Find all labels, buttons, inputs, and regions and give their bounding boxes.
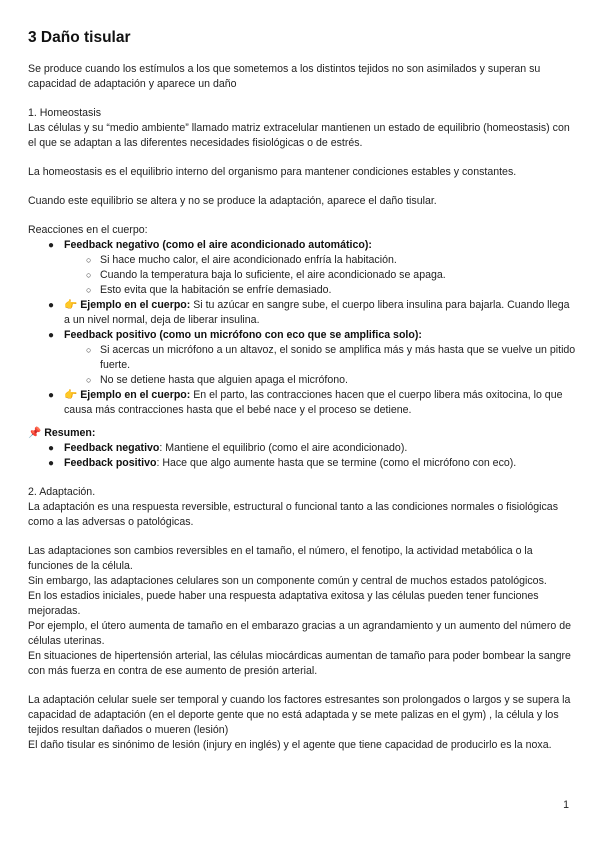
summary-heading-line [28,426,576,441]
list-item [64,343,576,373]
adaptation-paragraph-1: La adaptación es una respuesta reversible, estructural o funcional tanto a las condiciones normales o fisiológicas como a las adversas o patológicas. [28,501,558,528]
sublist-item-text: Si hace mucho calor, el aire acondicionado enfría la habitación. [100,254,397,266]
pointing-hand-icon: 👉 [64,389,78,401]
bullet-icon: ● [48,240,55,251]
pushpin-icon: 📌 [28,427,42,439]
reactions-list [28,238,576,418]
sublist-item-text: Si acercas un micrófono a un altavoz, el sonido se amplifica más y más hasta que se vuelve un pitido fuerte. [100,344,576,371]
example-label: Ejemplo en el cuerpo: [80,299,191,311]
summary-list [28,441,576,471]
bullet-icon: ● [48,330,55,341]
example-text: Si tu azúcar en sangre sube, el cuerpo libera insulina para bajarla. Cuando llega a un nivel normal, deja de liberar insulina. [64,299,570,326]
sub-bullet-icon: ○ [86,255,92,265]
homeostasis-paragraph-1: Las células y su “medio ambiente” llamado matriz extracelular mantienen un estado de equilibrio (homeostasis) con el que se adaptan a las diferentes necesidades fisiológicas o de estrés. [28,122,570,149]
example-label: Ejemplo en el cuerpo: [80,389,191,401]
bullet-icon: ● [48,300,55,311]
sublist-item-text: No se detiene hasta que alguien apaga el micrófono. [100,374,348,386]
homeostasis-paragraph-3: Cuando este equilibrio se altera y no se produce la adaptación, aparece el daño tisular. [28,195,437,207]
sub-bullet-icon: ○ [86,270,92,280]
positive-feedback-sublist [64,343,576,388]
list-item [28,441,576,456]
example-text: En el parto, las contracciones hacen que el cuerpo libera más oxitocina, lo que causa más contracciones hasta que el bebé nace y el proceso se detiene. [64,389,563,416]
negative-feedback-sublist [64,253,576,298]
bullet-icon: ● [48,443,55,454]
reactions-heading: Reacciones en el cuerpo: [28,224,148,236]
sub-bullet-icon: ○ [86,345,92,355]
sublist-item-text: Esto evita que la habitación se enfríe demasiado. [100,284,332,296]
document-body [28,62,576,753]
negative-feedback-title: Feedback negativo (como el aire acondicionado automático): [64,239,372,251]
positive-feedback-title: Feedback positivo (como un micrófono con eco que se amplifica solo): [64,329,422,341]
page-title: 3 Daño tisular [28,29,131,46]
adaptation-paragraph-3: Sin embargo, las adaptaciones celulares son un componente común y central de muchos estados patológicos. [28,575,547,587]
page-number: 1 [563,799,569,811]
summary-positive-label: Feedback positivo [64,457,157,469]
adaptation-paragraph-2: Las adaptaciones son cambios reversibles en el tamaño, el número, el fenotipo, la actividad metabólica o la funciones de la célula. [28,545,533,572]
list-item [28,328,576,388]
adaptation-paragraph-8: El daño tisular es sinónimo de lesión (injury en inglés) y el agente que tiene capacidad de producirlo es la noxa. [28,739,552,751]
adaptation-paragraph-5: Por ejemplo, el útero aumenta de tamaño en el embarazo gracias a un agrandamiento y un aumento del número de células uterinas. [28,620,571,647]
pointing-hand-icon: 👉 [64,299,78,311]
list-item [64,268,576,283]
adaptation-heading: 2. Adaptación. [28,486,96,498]
list-item [28,388,576,418]
list-item [64,283,576,298]
summary-heading: Resumen: [44,427,96,439]
summary-negative-label: Feedback negativo [64,442,160,454]
list-item [64,253,576,268]
homeostasis-heading: 1. Homeostasis [28,107,102,119]
adaptation-paragraph-6: En situaciones de hipertensión arterial, las células miocárdicas aumentan de tamaño para poder bombear la sangre con más fuerza en contra de ese aumento de presión arterial. [28,650,571,677]
list-item [64,373,576,388]
bullet-icon: ● [48,390,55,401]
homeostasis-paragraph-2: La homeostasis es el equilibrio interno del organismo para mantener condiciones estables y constantes. [28,166,517,178]
adaptation-paragraph-4: En los estadios iniciales, puede haber una respuesta adaptativa exitosa y las células pueden tener funciones mejoradas. [28,590,539,617]
summary-positive-text: : Hace que algo aumente hasta que se termine (como el micrófono con eco). [156,457,517,469]
sub-bullet-icon: ○ [86,375,92,385]
adaptation-paragraph-7: La adaptación celular suele ser temporal y cuando los factores estresantes son prolongados o largos y se supera la capacidad de adaptación (en el deporte gente que no está adaptada y se mete palizas en el gym) , la célula y los tejidos resultan dañados o mueren (lesión) [28,694,571,736]
intro-paragraph: Se produce cuando los estímulos a los que sometemos a los distintos tejidos no son asimilados y superan su capacidad de adaptación y aparece un daño [28,63,541,90]
list-item [28,298,576,328]
summary-negative-text: : Mantiene el equilibrio (como el aire acondicionado). [159,442,408,454]
sublist-item-text: Cuando la temperatura baja lo suficiente, el aire acondicionado se apaga. [100,269,446,281]
list-item [28,456,576,471]
list-item [28,238,576,298]
bullet-icon: ● [48,458,55,469]
sub-bullet-icon: ○ [86,285,92,295]
